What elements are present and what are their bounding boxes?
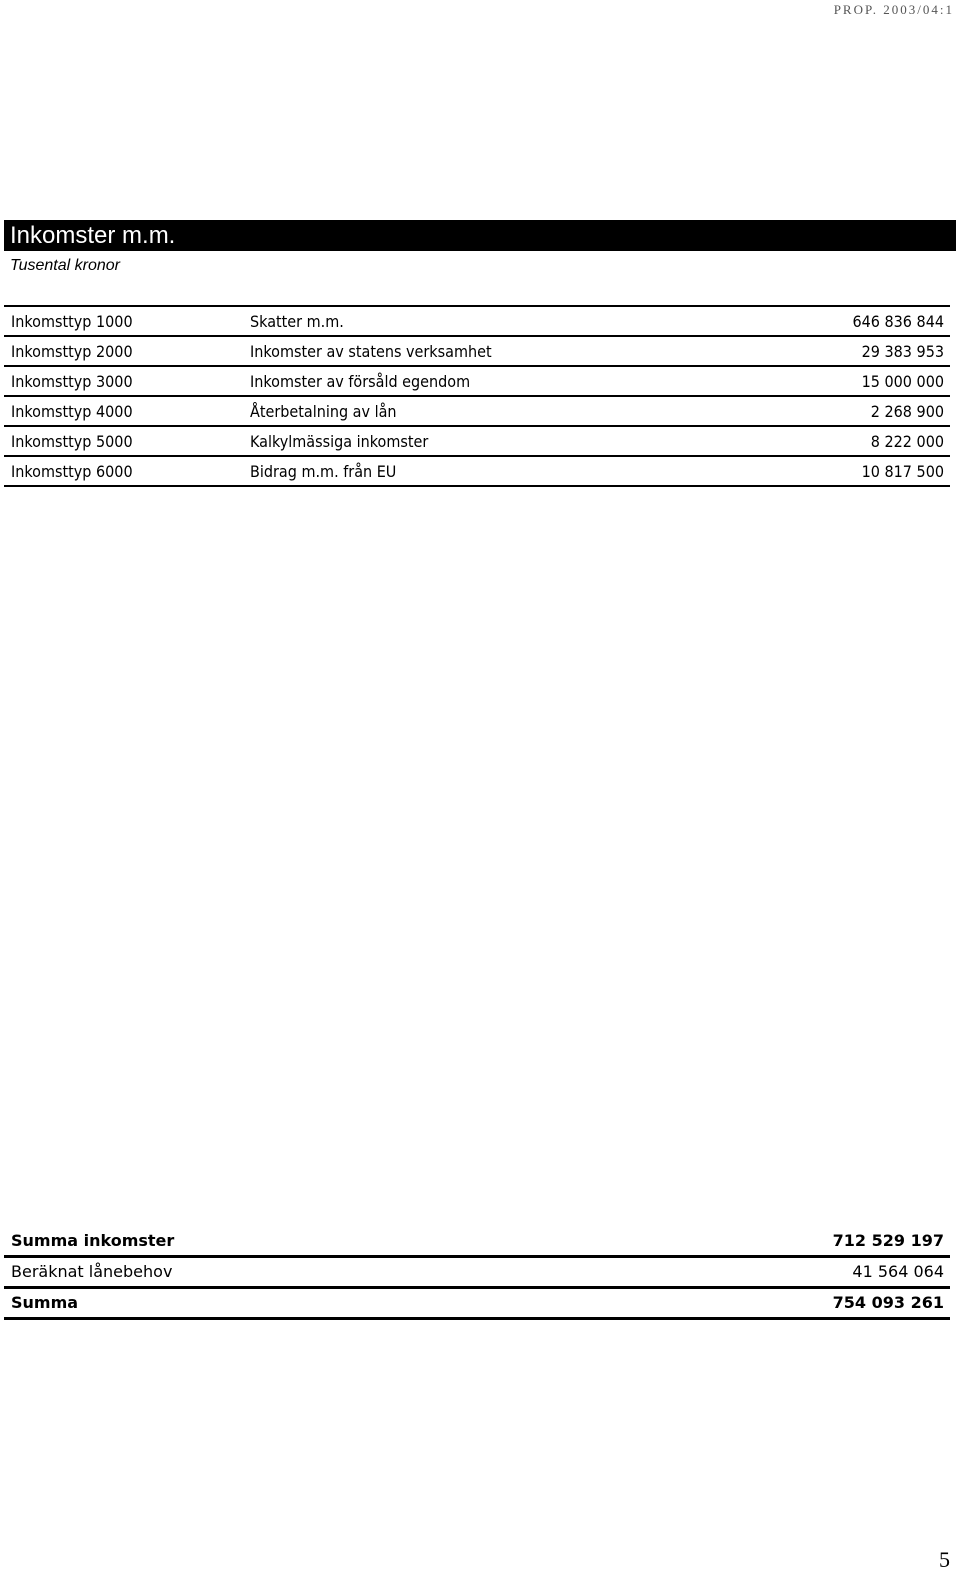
total-amount: 754 093 261 bbox=[832, 1293, 944, 1312]
income-type: Inkomsttyp 1000 bbox=[11, 312, 133, 331]
income-amount: 15 000 000 bbox=[861, 372, 944, 391]
total-label: Beräknat lånebehov bbox=[11, 1262, 173, 1281]
table-row bbox=[4, 337, 950, 367]
total-row-sum bbox=[4, 1289, 950, 1320]
income-type: Inkomsttyp 3000 bbox=[11, 372, 133, 391]
total-label: Summa inkomster bbox=[11, 1231, 175, 1250]
document-reference: PROP. 2003/04:1 bbox=[833, 2, 954, 17]
income-description: Bidrag m.m. från EU bbox=[250, 462, 397, 481]
income-type: Inkomsttyp 4000 bbox=[11, 402, 133, 421]
income-amount: 29 383 953 bbox=[861, 342, 944, 361]
income-description: Återbetalning av lån bbox=[250, 402, 397, 421]
page-title: Inkomster m.m. bbox=[10, 222, 176, 249]
total-row-income bbox=[4, 1227, 950, 1258]
total-amount: 41 564 064 bbox=[852, 1262, 944, 1281]
table-row bbox=[4, 457, 950, 487]
table-row bbox=[4, 427, 950, 457]
income-amount: 10 817 500 bbox=[861, 462, 944, 481]
table-row bbox=[4, 367, 950, 397]
page-subtitle: Tusental kronor bbox=[10, 257, 120, 274]
table-row bbox=[4, 307, 950, 337]
income-description: Kalkylmässiga inkomster bbox=[250, 432, 429, 451]
income-description: Inkomster av statens verksamhet bbox=[250, 342, 492, 361]
income-type: Inkomsttyp 6000 bbox=[11, 462, 133, 481]
income-amount: 2 268 900 bbox=[870, 402, 944, 421]
income-type: Inkomsttyp 2000 bbox=[11, 342, 133, 361]
income-table bbox=[4, 305, 950, 487]
income-description: Skatter m.m. bbox=[250, 312, 344, 331]
totals-table bbox=[4, 1227, 950, 1320]
income-amount: 8 222 000 bbox=[870, 432, 944, 451]
page-number: 5 bbox=[939, 1547, 950, 1572]
total-amount: 712 529 197 bbox=[832, 1231, 944, 1250]
total-row-borrowing bbox=[4, 1258, 950, 1289]
income-amount: 646 836 844 bbox=[852, 312, 944, 331]
title-bar bbox=[4, 220, 956, 251]
income-description: Inkomster av försåld egendom bbox=[250, 372, 471, 391]
table-row bbox=[4, 397, 950, 427]
total-label: Summa bbox=[11, 1293, 79, 1312]
income-type: Inkomsttyp 5000 bbox=[11, 432, 133, 451]
